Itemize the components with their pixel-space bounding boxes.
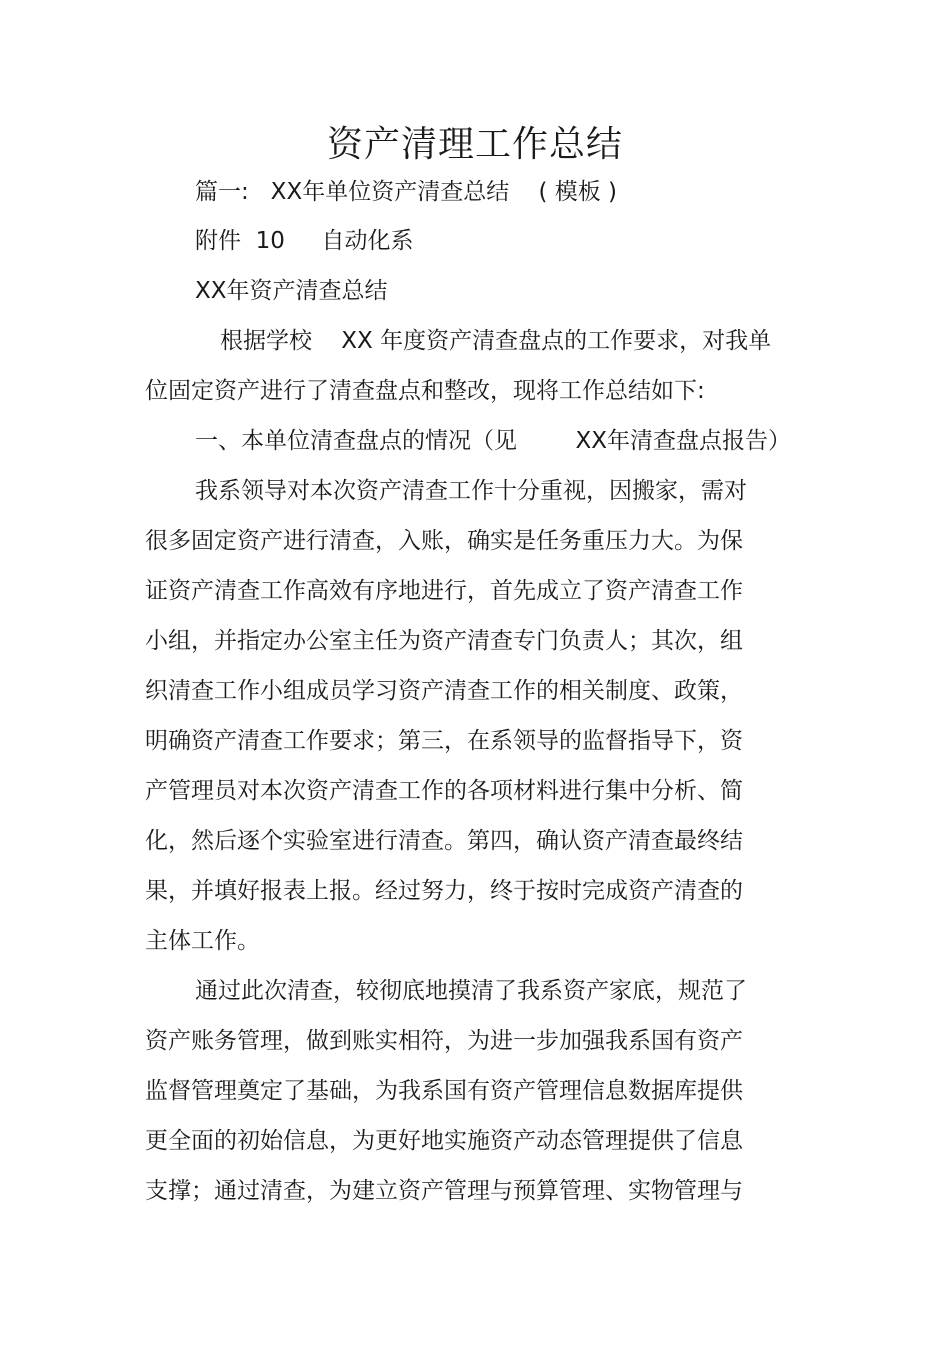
paragraph1-line: 我系领导对本次资产清查工作十分重视，因搬家，需对	[195, 478, 747, 504]
paragraph1-line: 证资产清查工作高效有序地进行，首先成立了资产清查工作	[145, 578, 743, 604]
heading-line-2: 附件 10 自动化系	[195, 228, 414, 254]
paragraph1-line: 果，并填好报表上报。经过努力，终于按时完成资产清查的	[145, 878, 743, 904]
paragraph2-line: 更全面的初始信息，为更好地实施资产动态管理提供了信息	[145, 1128, 743, 1154]
paragraph2-line: 通过此次清查，较彻底地摸清了我系资产家底，规范了	[195, 978, 747, 1004]
paragraph1-line: 很多固定资产进行清查，入账，确实是任务重压力大。为保	[145, 528, 743, 554]
paragraph2-line: 资产账务管理，做到账实相符，为进一步加强我系国有资产	[145, 1028, 743, 1054]
paragraph1-line: 主体工作。	[145, 928, 260, 954]
paragraph1-line: 明确资产清查工作要求；第三，在系领导的监督指导下，资	[145, 728, 743, 754]
paragraph1-line: 小组，并指定办公室主任为资产清查专门负责人；其次，组	[145, 628, 743, 654]
intro-line-1: 根据学校 XX 年度资产清查盘点的工作要求，对我单	[220, 328, 772, 354]
intro-line-2: 位固定资产进行了清查盘点和整改，现将工作总结如下:	[145, 378, 705, 404]
paragraph1-line: 产管理员对本次资产清查工作的各项材料进行集中分析、简	[145, 778, 743, 804]
paragraph1-line: 织清查工作小组成员学习资产清查工作的相关制度、政策，	[145, 678, 743, 704]
paragraph2-line: 监督管理奠定了基础，为我系国有资产管理信息数据库提供	[145, 1078, 743, 1104]
section-heading: 一、本单位清查盘点的情况（见 XX年清查盘点报告）	[195, 428, 792, 454]
heading-line-3: XX年资产清查总结	[195, 278, 388, 304]
paragraph2-line: 支撑；通过清查，为建立资产管理与预算管理、实物管理与	[145, 1178, 743, 1204]
paragraph1-line: 化，然后逐个实验室进行清查。第四，确认资产清查最终结	[145, 828, 743, 854]
heading-line-1: 篇一: XX年单位资产清查总结 ( 模板 )	[195, 179, 618, 205]
document-title: 资产清理工作总结	[326, 124, 623, 165]
